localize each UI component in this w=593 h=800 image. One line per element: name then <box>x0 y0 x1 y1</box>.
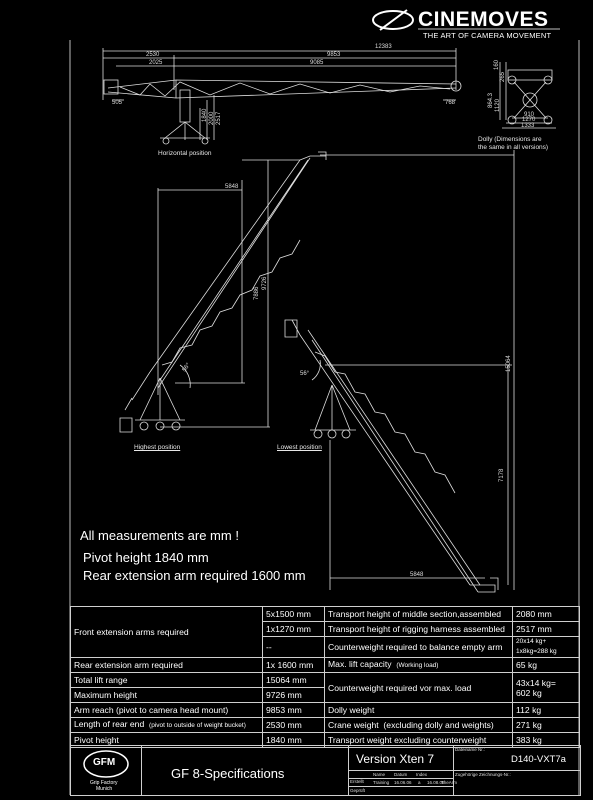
document-title: GF 8-Specifications <box>171 766 285 781</box>
low-dim-5848: 5848 <box>410 572 424 578</box>
version-label: Version Xten 7 <box>356 752 435 766</box>
top-dim-2000: 2000 <box>209 111 215 125</box>
transport-weight-value: 383 kg <box>513 733 580 748</box>
file-divider <box>453 770 580 771</box>
top-dim-12383: 12383 <box>375 44 392 50</box>
counterweight-max-label: Counterweight required vor max. load <box>325 673 513 703</box>
col-index: Index <box>416 772 428 777</box>
highest-position-caption: Highest position <box>134 444 181 451</box>
dolly-dim-160: 160 <box>494 59 500 70</box>
top-dim-9853: 9853 <box>327 52 341 58</box>
front-arms-value-3: -- <box>263 637 325 658</box>
crane-weight-label <box>325 718 513 733</box>
pivot-height-value: 1840 mm <box>263 733 325 748</box>
cell-index-1: a <box>418 780 421 785</box>
low-angle: 56° <box>300 371 310 377</box>
lowest-position-drawing <box>285 150 514 592</box>
title-block <box>70 745 581 796</box>
counterweight-empty-value-line2: 1x8kg=288 kg <box>516 648 557 655</box>
horizontal-position-caption: Horizontal position <box>158 150 212 157</box>
pivot-height-label: Pivot height <box>71 733 263 748</box>
cell-datum-1: 16.06.06 <box>394 780 412 785</box>
col-datum: Datum <box>394 772 408 777</box>
note-measurements: All measurements are mm ! <box>80 528 239 543</box>
high-dim-5848: 5848 <box>225 184 239 190</box>
rear-length-label-text: Length of rear end <box>74 719 145 729</box>
front-arms-value-1: 5x1500 mm <box>263 607 325 622</box>
gfm-sub-2: Munich <box>96 786 113 792</box>
note-pivot-height: Pivot height 1840 mm <box>83 550 209 565</box>
row-erstellt: Erstellt <box>350 779 364 784</box>
low-dim-7178: 7178 <box>499 468 505 482</box>
row-geprueft: Geprüft <box>350 788 366 793</box>
file-number-value: D140-VXT7a <box>511 754 566 765</box>
lowest-position-caption: Lowest position <box>277 444 322 451</box>
brand-tagline: THE ART OF CAMERA MOVEMENT <box>423 31 552 40</box>
dolly-dim-1270: 1270 <box>522 117 536 123</box>
max-lift-sub: (Working load) <box>396 662 439 669</box>
col-name: Name <box>373 772 386 777</box>
top-dim-505: 505 <box>112 100 123 106</box>
high-dim-7886: 7886 <box>254 286 260 300</box>
dolly-caption-line1: Dolly (Dimensions are <box>478 136 542 143</box>
dolly-dim-910: 910 <box>524 112 535 118</box>
transport-mid-value: 2080 mm <box>513 607 580 622</box>
front-arms-label: Front extension arms required <box>71 607 263 658</box>
transport-mid-label: Transport height of middle section,assembled <box>325 607 513 622</box>
counterweight-max-value <box>513 673 580 703</box>
highest-position-drawing <box>120 152 326 432</box>
dolly-weight-value: 112 kg <box>513 703 580 718</box>
counterweight-empty-label: Counterweight required to balance empty arm <box>325 637 513 658</box>
specification-table <box>70 606 580 748</box>
rear-length-value: 2530 mm <box>263 718 325 733</box>
crane-weight-sub: (excluding dolly and weights) <box>383 720 494 730</box>
arm-reach-value: 9853 mm <box>263 703 325 718</box>
top-dim-9085: 9085 <box>310 60 324 66</box>
top-dim-1840: 1840 <box>202 108 208 122</box>
cinemoves-logo-icon <box>373 10 413 30</box>
arm-reach-label: Arm reach (pivot to camera head mount) <box>71 703 263 718</box>
transport-rigging-value: 2517 mm <box>513 622 580 637</box>
table-row <box>71 658 580 673</box>
cell-name-1: Training <box>373 780 390 785</box>
transport-weight-label: Transport weight excluding counterweight <box>325 733 513 748</box>
high-dim-9726: 9726 <box>262 276 268 290</box>
cell-datum-2: 16.08.06 <box>427 780 445 785</box>
counterweight-max-value-line1: 43x14 kg= <box>516 677 556 688</box>
max-lift-value: 65 kg <box>513 658 580 673</box>
table-row <box>71 673 580 688</box>
gfm-logo-text: GFM <box>93 757 116 768</box>
counterweight-empty-value <box>513 637 580 658</box>
cell-name-2: TheArm <box>441 780 458 785</box>
top-dim-2025: 2025 <box>149 60 163 66</box>
rear-length-label <box>71 718 263 733</box>
max-height-value: 9726 mm <box>263 688 325 703</box>
lift-range-value: 15064 mm <box>263 673 325 688</box>
gfm-sub-1: Grip Factory <box>90 780 118 786</box>
counterweight-max-value-line2: 602 kg <box>516 687 542 698</box>
max-lift-label-text: Max. lift capacity <box>328 659 392 669</box>
top-dim-2530: 2530 <box>146 52 160 58</box>
dolly-dim-1333: 1333 <box>521 123 535 129</box>
crane-weight-value: 271 kg <box>513 718 580 733</box>
rear-arm-label: Rear extension arm required <box>71 658 263 673</box>
table-row <box>71 703 580 718</box>
dolly-weight-label: Dolly weight <box>325 703 513 718</box>
grid-line <box>348 770 453 771</box>
brand-name: CINEMOVES <box>418 8 549 31</box>
grid-line <box>348 786 453 787</box>
dolly-dim-864: 864.3 <box>488 92 494 108</box>
dolly-caption-line2: the same in all versions) <box>478 144 549 151</box>
front-arms-value-2: 1x1270 mm <box>263 622 325 637</box>
dolly-dim-265: 265 <box>500 71 506 82</box>
rear-arm-value: 1x 1600 mm <box>263 658 325 673</box>
table-row <box>71 718 580 733</box>
max-lift-label <box>325 658 513 673</box>
file-number-label: Dateiname Nr.: <box>455 747 486 752</box>
max-height-label: Maximum height <box>71 688 263 703</box>
drawing-number-label: Zugehörige Zeichnungs-Nr.: <box>455 772 511 777</box>
counterweight-empty-value-line1: 20x14 kg+ <box>516 638 547 645</box>
low-dim-15064: 15064 <box>506 355 512 372</box>
table-row <box>71 607 580 622</box>
top-dim-2517: 2517 <box>216 111 222 125</box>
high-angle: 56° <box>181 362 192 374</box>
crane-weight-label-text: Crane weight <box>328 720 379 730</box>
transport-rigging-label: Transport height of rigging harness assembled <box>325 622 513 637</box>
lift-range-label: Total lift range <box>71 673 263 688</box>
gfm-logo-cell <box>71 746 142 795</box>
rear-length-sub: (pivot to outside of weight bucket) <box>149 722 246 729</box>
note-rear-extension: Rear extension arm required 1600 mm <box>83 568 306 583</box>
dolly-dim-1120: 1120 <box>495 99 501 112</box>
top-dim-768: 768 <box>445 100 456 106</box>
